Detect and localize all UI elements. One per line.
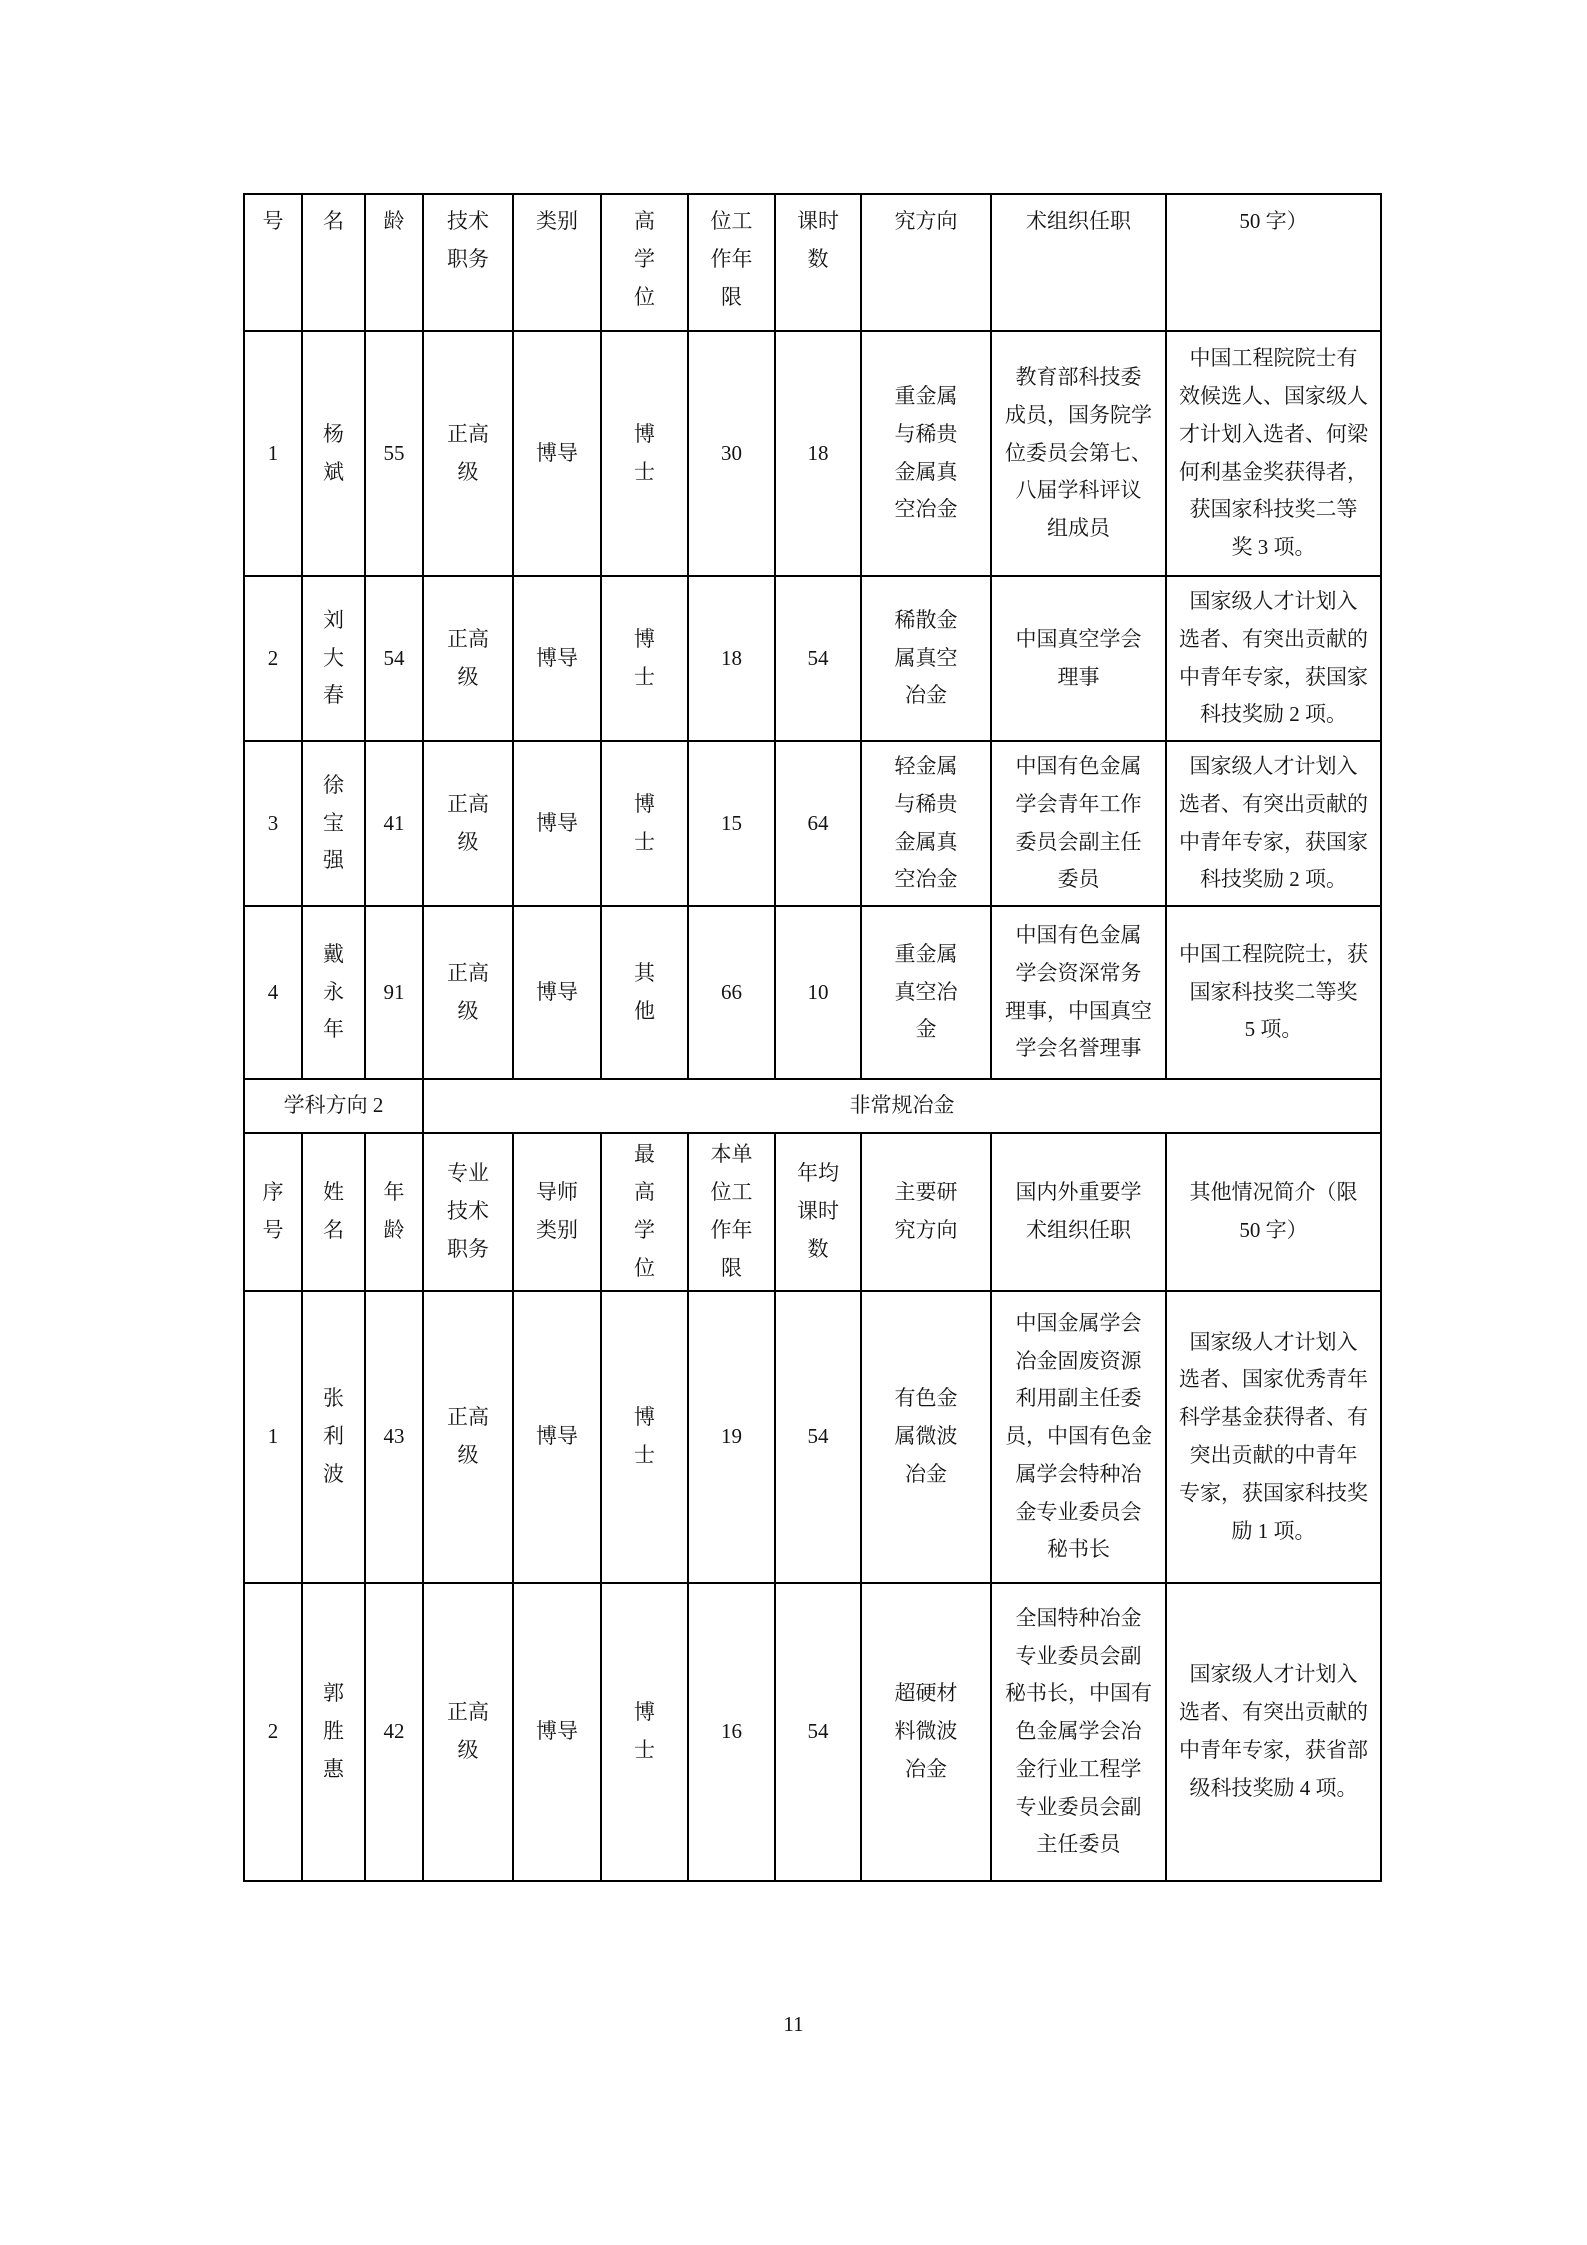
header-cell-org-posts: 术组织任职 — [991, 194, 1166, 331]
table-row — [244, 741, 1381, 906]
header-cell-degree: 高 学 位 — [601, 194, 688, 331]
cell-work-years: 18 — [688, 576, 775, 741]
cell-mentor-type: 博导 — [513, 1583, 601, 1881]
section-label: 学科方向 2 — [244, 1079, 423, 1133]
cell-degree: 博 士 — [601, 331, 688, 576]
cell-age: 91 — [365, 906, 423, 1079]
cell-degree: 博 士 — [601, 1291, 688, 1583]
table-row — [244, 1291, 1381, 1583]
cell-serial: 1 — [244, 1291, 302, 1583]
cell-age: 42 — [365, 1583, 423, 1881]
cell-intro: 国家级人才计划入 选者、有突出贡献的 中青年专家，获国家 科技奖励 2 项。 — [1166, 741, 1381, 906]
cell-name: 张 利 波 — [302, 1291, 365, 1583]
cell-intro: 国家级人才计划入 选者、国家优秀青年 科学基金获得者、有 突出贡献的中青年 专家，获国家科技奖 励 1 项。 — [1166, 1291, 1381, 1583]
cell-name: 刘 大 春 — [302, 576, 365, 741]
page-number: 11 — [783, 2012, 804, 2036]
header-cell-class-hours: 课时 数 — [775, 194, 861, 331]
cell-serial: 1 — [244, 331, 302, 576]
cell-degree: 其 他 — [601, 906, 688, 1079]
cell-title: 正高 级 — [423, 331, 513, 576]
cell-work-years: 30 — [688, 331, 775, 576]
table-row — [244, 1583, 1381, 1881]
cell-name: 杨 斌 — [302, 331, 365, 576]
header-cell-class-hours: 年均 课时 数 — [775, 1133, 861, 1291]
cell-research-direction: 稀散金 属真空 冶金 — [861, 576, 991, 741]
header-cell-research-direction: 主要研 究方向 — [861, 1133, 991, 1291]
cell-intro: 中国工程院院士，获 国家科技奖二等奖 5 项。 — [1166, 906, 1381, 1079]
cell-org-posts: 全国特种冶金 专业委员会副 秘书长，中国有 色金属学会冶 金行业工程学 专业委员会副 主任委员 — [991, 1583, 1166, 1881]
cell-intro: 中国工程院院士有 效候选人、国家级人 才计划入选者、何梁 何利基金奖获得者， 获国家科技奖二等 奖 3 项。 — [1166, 331, 1381, 576]
header-cell-work-years: 本单 位工 作年 限 — [688, 1133, 775, 1291]
header-cell-intro: 50 字） — [1166, 194, 1381, 331]
cell-title: 正高 级 — [423, 906, 513, 1079]
section-value: 非常规冶金 — [423, 1079, 1381, 1133]
cell-serial: 4 — [244, 906, 302, 1079]
cell-class-hours: 10 — [775, 906, 861, 1079]
cell-class-hours: 54 — [775, 1583, 861, 1881]
cell-class-hours: 64 — [775, 741, 861, 906]
table-row — [244, 906, 1381, 1079]
table-header-row — [244, 1133, 1381, 1291]
cell-research-direction: 有色金 属微波 冶金 — [861, 1291, 991, 1583]
table-row — [244, 576, 1381, 741]
cell-work-years: 15 — [688, 741, 775, 906]
cell-research-direction: 超硬材 料微波 冶金 — [861, 1583, 991, 1881]
cell-class-hours: 18 — [775, 331, 861, 576]
cell-mentor-type: 博导 — [513, 1291, 601, 1583]
cell-serial: 2 — [244, 576, 302, 741]
cell-mentor-type: 博导 — [513, 906, 601, 1079]
table-header-row-continued — [244, 194, 1381, 331]
cell-org-posts: 中国有色金属 学会青年工作 委员会副主任 委员 — [991, 741, 1166, 906]
header-cell-org-posts: 国内外重要学 术组织任职 — [991, 1133, 1166, 1291]
faculty-table — [243, 193, 1382, 1882]
header-cell-work-years: 位工 作年 限 — [688, 194, 775, 331]
header-cell-age: 年 龄 — [365, 1133, 423, 1291]
header-cell-intro: 其他情况简介（限 50 字） — [1166, 1133, 1381, 1291]
cell-org-posts: 中国真空学会 理事 — [991, 576, 1166, 741]
header-cell-serial: 序 号 — [244, 1133, 302, 1291]
cell-mentor-type: 博导 — [513, 741, 601, 906]
cell-work-years: 16 — [688, 1583, 775, 1881]
cell-research-direction: 重金属 与稀贵 金属真 空冶金 — [861, 331, 991, 576]
cell-mentor-type: 博导 — [513, 576, 601, 741]
cell-research-direction: 重金属 真空冶 金 — [861, 906, 991, 1079]
header-cell-degree: 最 高 学 位 — [601, 1133, 688, 1291]
header-cell-title: 技术 职务 — [423, 194, 513, 331]
header-cell-mentor-type: 类别 — [513, 194, 601, 331]
cell-age: 43 — [365, 1291, 423, 1583]
cell-class-hours: 54 — [775, 576, 861, 741]
cell-org-posts: 中国有色金属 学会资深常务 理事，中国真空 学会名誉理事 — [991, 906, 1166, 1079]
cell-degree: 博 士 — [601, 741, 688, 906]
header-cell-title: 专业 技术 职务 — [423, 1133, 513, 1291]
cell-title: 正高 级 — [423, 576, 513, 741]
cell-degree: 博 士 — [601, 1583, 688, 1881]
cell-class-hours: 54 — [775, 1291, 861, 1583]
cell-work-years: 19 — [688, 1291, 775, 1583]
cell-age: 41 — [365, 741, 423, 906]
cell-degree: 博 士 — [601, 576, 688, 741]
cell-title: 正高 级 — [423, 1583, 513, 1881]
cell-name: 郭 胜 惠 — [302, 1583, 365, 1881]
cell-age: 54 — [365, 576, 423, 741]
header-cell-age: 龄 — [365, 194, 423, 331]
cell-serial: 2 — [244, 1583, 302, 1881]
cell-title: 正高 级 — [423, 1291, 513, 1583]
cell-age: 55 — [365, 331, 423, 576]
cell-work-years: 66 — [688, 906, 775, 1079]
cell-mentor-type: 博导 — [513, 331, 601, 576]
cell-name: 戴 永 年 — [302, 906, 365, 1079]
cell-title: 正高 级 — [423, 741, 513, 906]
cell-intro: 国家级人才计划入 选者、有突出贡献的 中青年专家，获省部 级科技奖励 4 项。 — [1166, 1583, 1381, 1881]
cell-name: 徐 宝 强 — [302, 741, 365, 906]
cell-intro: 国家级人才计划入 选者、有突出贡献的 中青年专家，获国家 科技奖励 2 项。 — [1166, 576, 1381, 741]
cell-org-posts: 教育部科技委 成员，国务院学 位委员会第七、 八届学科评议 组成员 — [991, 331, 1166, 576]
header-cell-name: 名 — [302, 194, 365, 331]
cell-research-direction: 轻金属 与稀贵 金属真 空冶金 — [861, 741, 991, 906]
cell-org-posts: 中国金属学会 冶金固废资源 利用副主任委 员，中国有色金 属学会特种冶 金专业委员会 秘书长 — [991, 1291, 1166, 1583]
header-cell-serial: 号 — [244, 194, 302, 331]
header-cell-name: 姓 名 — [302, 1133, 365, 1291]
table-row — [244, 331, 1381, 576]
section-divider-row — [244, 1079, 1381, 1133]
header-cell-research-direction: 究方向 — [861, 194, 991, 331]
header-cell-mentor-type: 导师 类别 — [513, 1133, 601, 1291]
cell-serial: 3 — [244, 741, 302, 906]
